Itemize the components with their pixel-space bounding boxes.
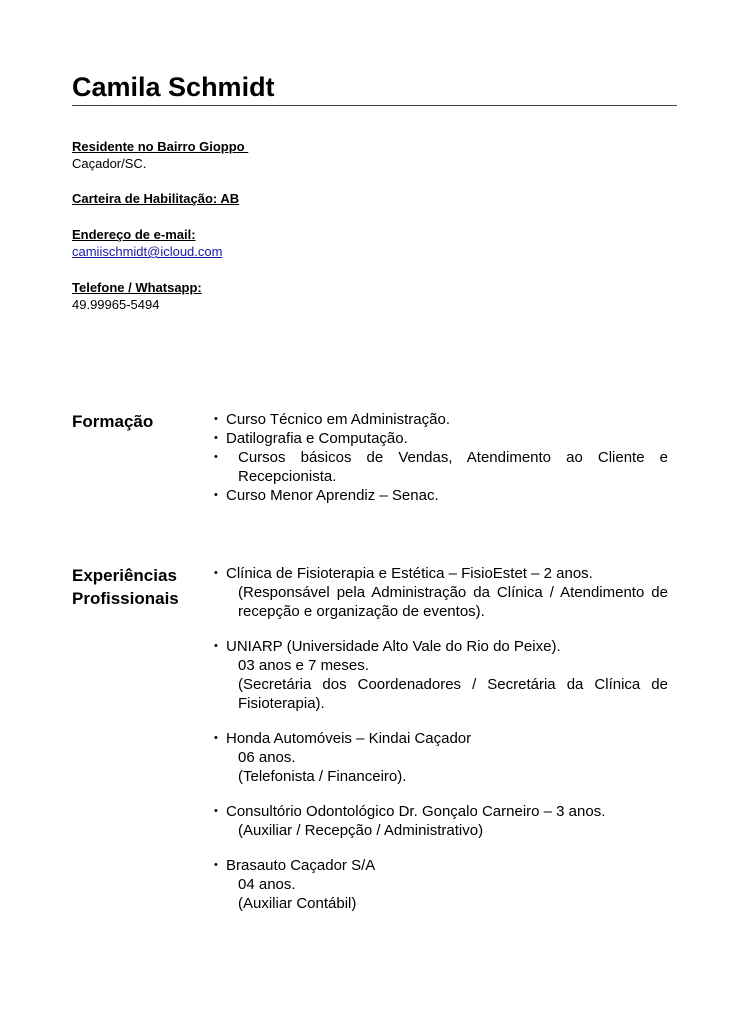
list-item: • Curso Menor Aprendiz – Senac. [214,486,668,505]
list-item: • Curso Técnico em Administração. [214,410,668,429]
experience-detail: 03 anos e 7 meses. [238,657,369,674]
experience-heading-line2: Profissionais [72,589,179,608]
experience-detail: (Auxiliar / Recepção / Administrativo) [238,822,484,839]
experience-list [214,564,668,929]
list-item: • Datilografia e Computação. [214,429,668,448]
experience-title: Brasauto Caçador S/A [226,857,376,874]
resume-name: Camila Schmidt [72,72,275,102]
phone-label: Telefone / Whatsapp: [72,280,202,295]
title-divider [72,105,677,106]
experience-item [214,564,668,621]
education-list [214,410,668,505]
email-block [72,226,222,260]
experience-detail: (Auxiliar Contábil) [238,895,357,912]
experience-detail: (Telefonista / Financeiro). [238,768,407,785]
experience-detail: 06 anos. [238,749,296,766]
phone-value: 49.99965-5494 [72,297,160,312]
license-label: Carteira de Habilitação: AB [72,191,240,206]
experience-title: Clínica de Fisioterapia e Estética – FisioEstet – 2 anos. [226,565,593,582]
email-link[interactable]: camiischmidt@icloud.com [72,244,223,259]
license-block [72,190,239,207]
address-value: Caçador/SC. [72,156,147,171]
list-item: • Cursos básicos de Vendas, Atendimento ao Cliente e Recepcionista. [214,448,668,486]
experience-item [214,802,668,840]
address-block [72,138,248,172]
experience-title: Consultório Odontológico Dr. Gonçalo Carneiro – 3 anos. [226,803,606,820]
experience-detail: (Responsável pela Administração da Clínica / Atendimento de recepção e organização de eventos). [238,584,668,620]
experience-detail: (Secretária dos Coordenadores / Secretária da Clínica de Fisioterapia). [238,676,668,712]
experience-title: UNIARP (Universidade Alto Vale do Rio do Peixe). [226,638,561,655]
experience-item [214,637,668,713]
experience-item [214,729,668,786]
experience-detail: 04 anos. [238,876,296,893]
experience-item [214,856,668,913]
phone-block [72,279,202,313]
experience-title: Honda Automóveis – Kindai Caçador [226,730,472,747]
education-heading: Formação [72,412,154,431]
address-label: Residente no Bairro Gioppo [72,139,249,154]
email-label: Endereço de e-mail: [72,227,196,242]
experience-heading-line1: Experiências [72,566,177,585]
experience-heading [72,564,179,610]
